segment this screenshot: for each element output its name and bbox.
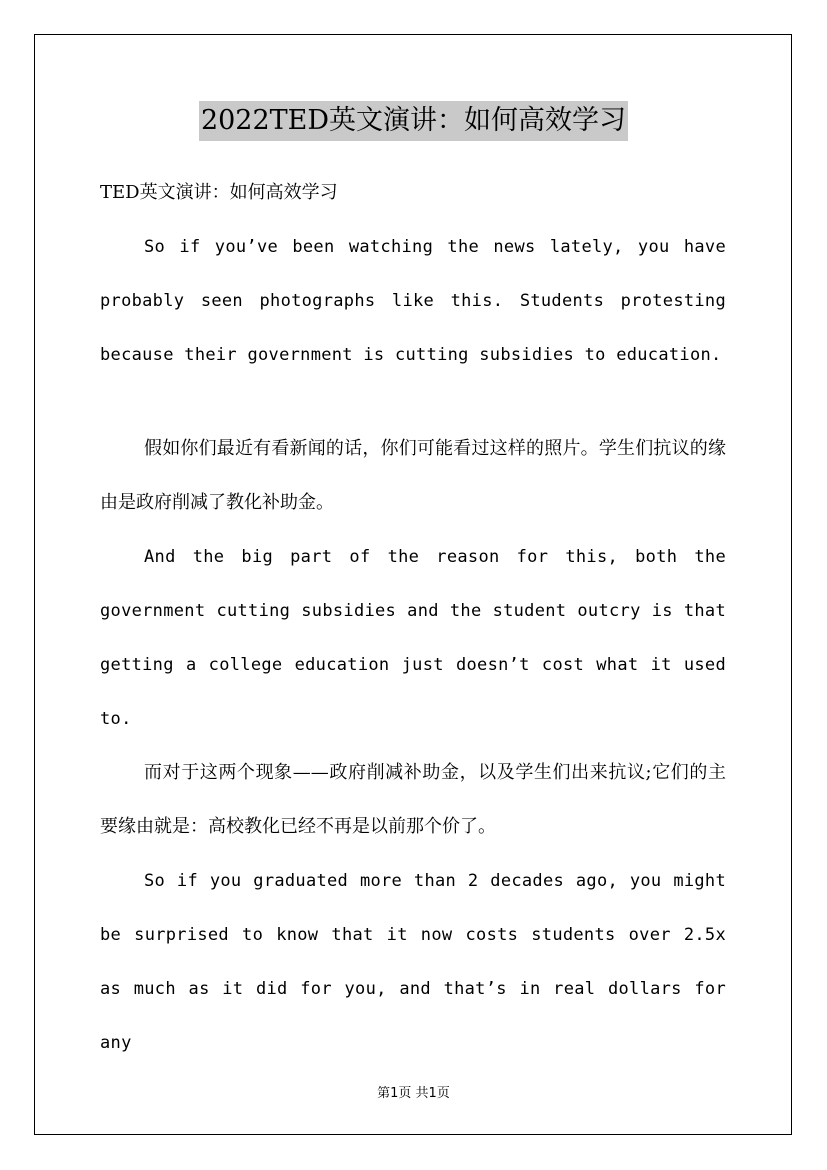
paragraph-en-1: So if you’ve been watching the news lately, you have probably seen photographs like this. Students protesting because their government is cutting subsidies to education. (100, 237, 726, 365)
paragraph-zh-2: 而对于这两个现象——政府削减补助金，以及学生们出来抗议;它们的主要缘由就是：高校教化已经不再是以前那个价了。 (100, 762, 726, 837)
paragraph-zh-1: 假如你们最近有看新闻的话，你们可能看过这样的照片。学生们抗议的缘由是政府削减了教化补助金。 (100, 438, 726, 513)
page-footer: 第1页 共1页 (377, 1086, 450, 1101)
document-title: 2022TED英文演讲：如何高效学习 (199, 101, 628, 141)
document-body (100, 166, 726, 1070)
paragraph-gap (100, 382, 726, 422)
paragraph-en-3: So if you graduated more than 2 decades ago, you might be surprised to know that it now costs students over 2.5x as much as it did for you, and that’s in real dollars for any (100, 871, 726, 1053)
title-container (0, 101, 827, 141)
paragraph-en-2: And the big part of the reason for this, both the government cutting subsidies and the student outcry is that getting a college education just doesn’t cost what it used to. (100, 547, 726, 729)
subtitle-line: TED英文演讲：如何高效学习 (100, 182, 338, 203)
